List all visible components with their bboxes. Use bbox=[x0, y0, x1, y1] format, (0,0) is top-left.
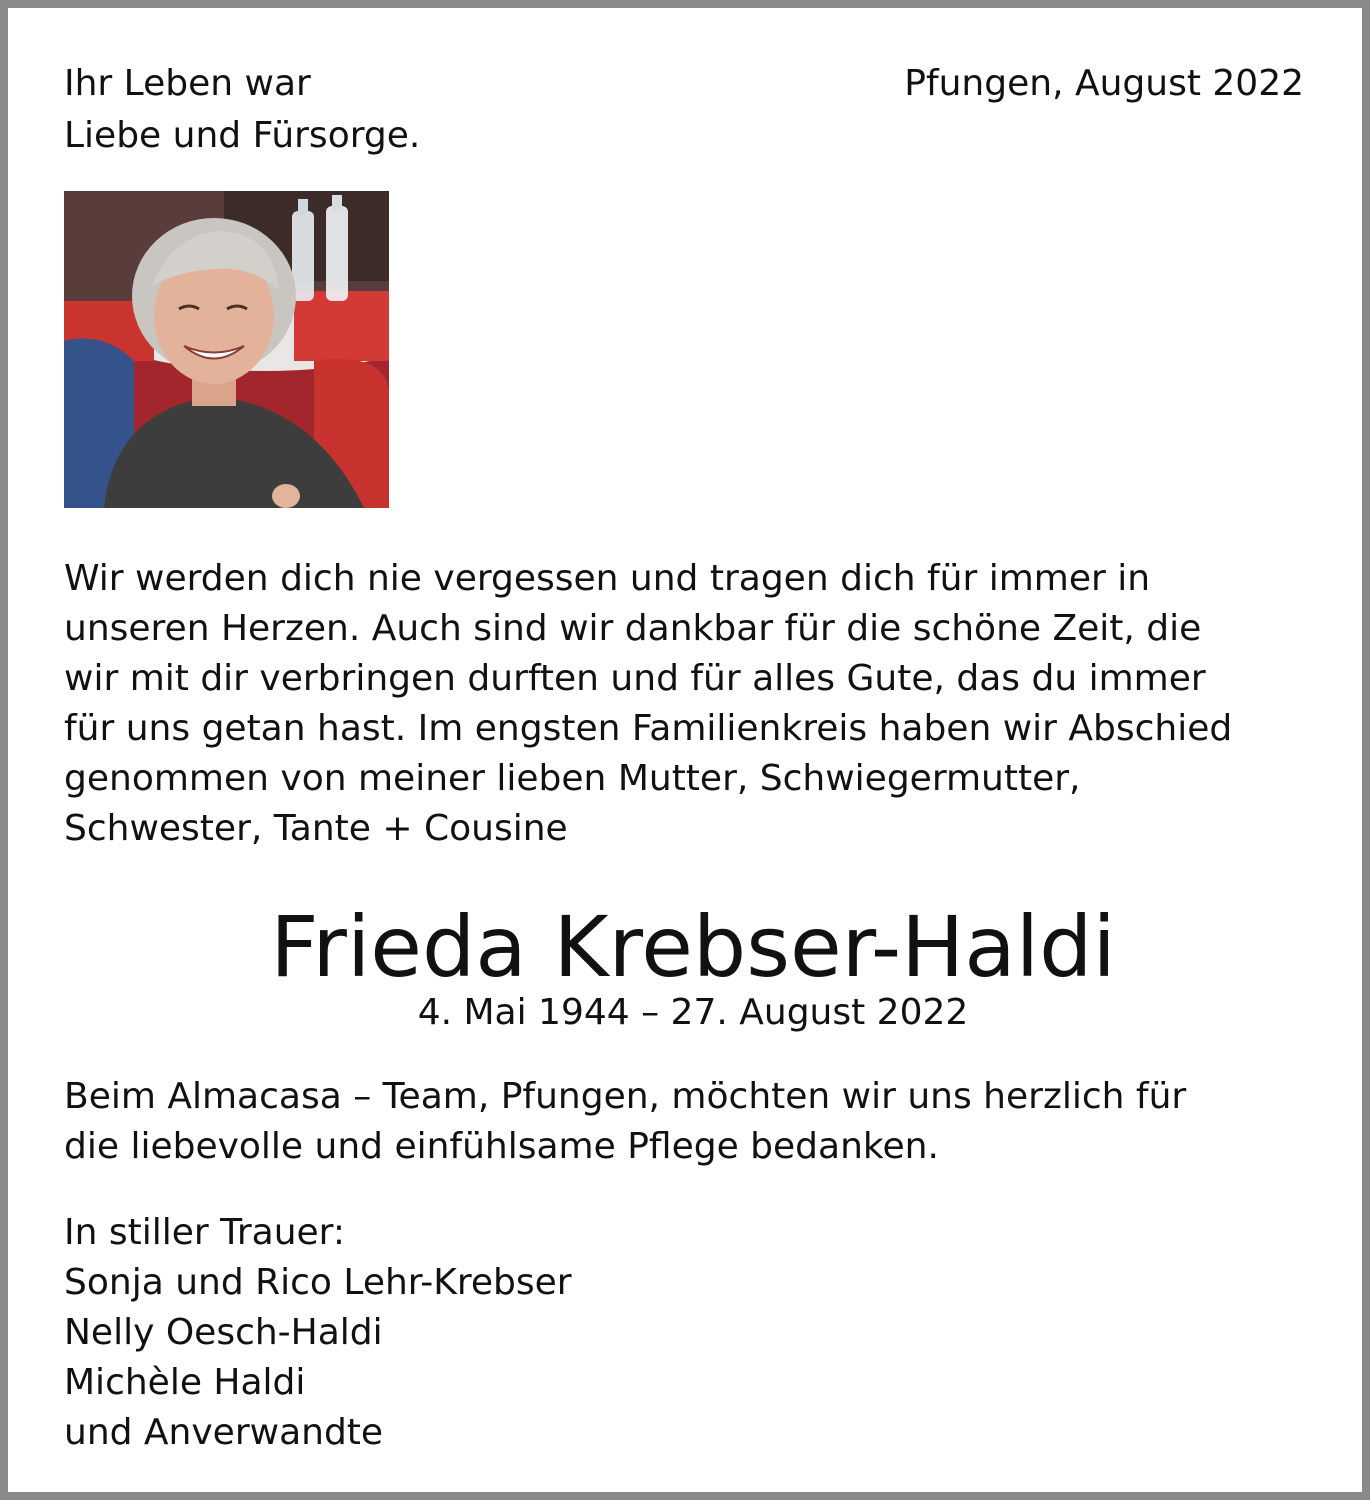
body-line: Wir werden dich nie vergessen und tragen dich für immer in bbox=[64, 558, 1151, 599]
mourners-list bbox=[64, 1208, 572, 1458]
thanks-line: Beim Almacasa – Team, Pfungen, möchten wir uns herzlich für bbox=[64, 1076, 1187, 1117]
body-line: Schwester, Tante + Cousine bbox=[64, 808, 568, 849]
thanks-line: die liebevolle und einfühlsame Pflege bedanken. bbox=[64, 1126, 939, 1167]
motto-line-2: Liebe und Fürsorge. bbox=[64, 115, 421, 156]
portrait-photo bbox=[64, 191, 389, 508]
mourner-name: Michèle Haldi bbox=[64, 1362, 306, 1403]
mourners-heading: In stiller Trauer: bbox=[64, 1212, 345, 1253]
body-line: wir mit dir verbringen durften und für alles Gute, das du immer bbox=[64, 658, 1206, 699]
thanks-text bbox=[64, 1072, 1334, 1172]
life-dates: 4. Mai 1944 – 27. August 2022 bbox=[417, 992, 969, 1033]
mourner-name: Nelly Oesch-Haldi bbox=[64, 1312, 383, 1353]
place-date: Pfungen, August 2022 bbox=[904, 63, 1304, 104]
motto-line-1: Ihr Leben war bbox=[64, 63, 311, 104]
body-line: für uns getan hast. Im engsten Familienkreis haben wir Abschied bbox=[64, 708, 1233, 749]
body-line: unseren Herzen. Auch sind wir dankbar für die schöne Zeit, die bbox=[64, 608, 1202, 649]
mourner-name: Sonja und Rico Lehr-Krebser bbox=[64, 1262, 572, 1303]
deceased-name: Frieda Krebser-Haldi bbox=[270, 898, 1116, 996]
body-line: genommen von meiner lieben Mutter, Schwiegermutter, bbox=[64, 758, 1081, 799]
body-text bbox=[64, 554, 1334, 854]
motto bbox=[64, 58, 420, 162]
portrait-photo-illustration bbox=[64, 191, 389, 508]
mourner-name: und Anverwandte bbox=[64, 1412, 384, 1453]
